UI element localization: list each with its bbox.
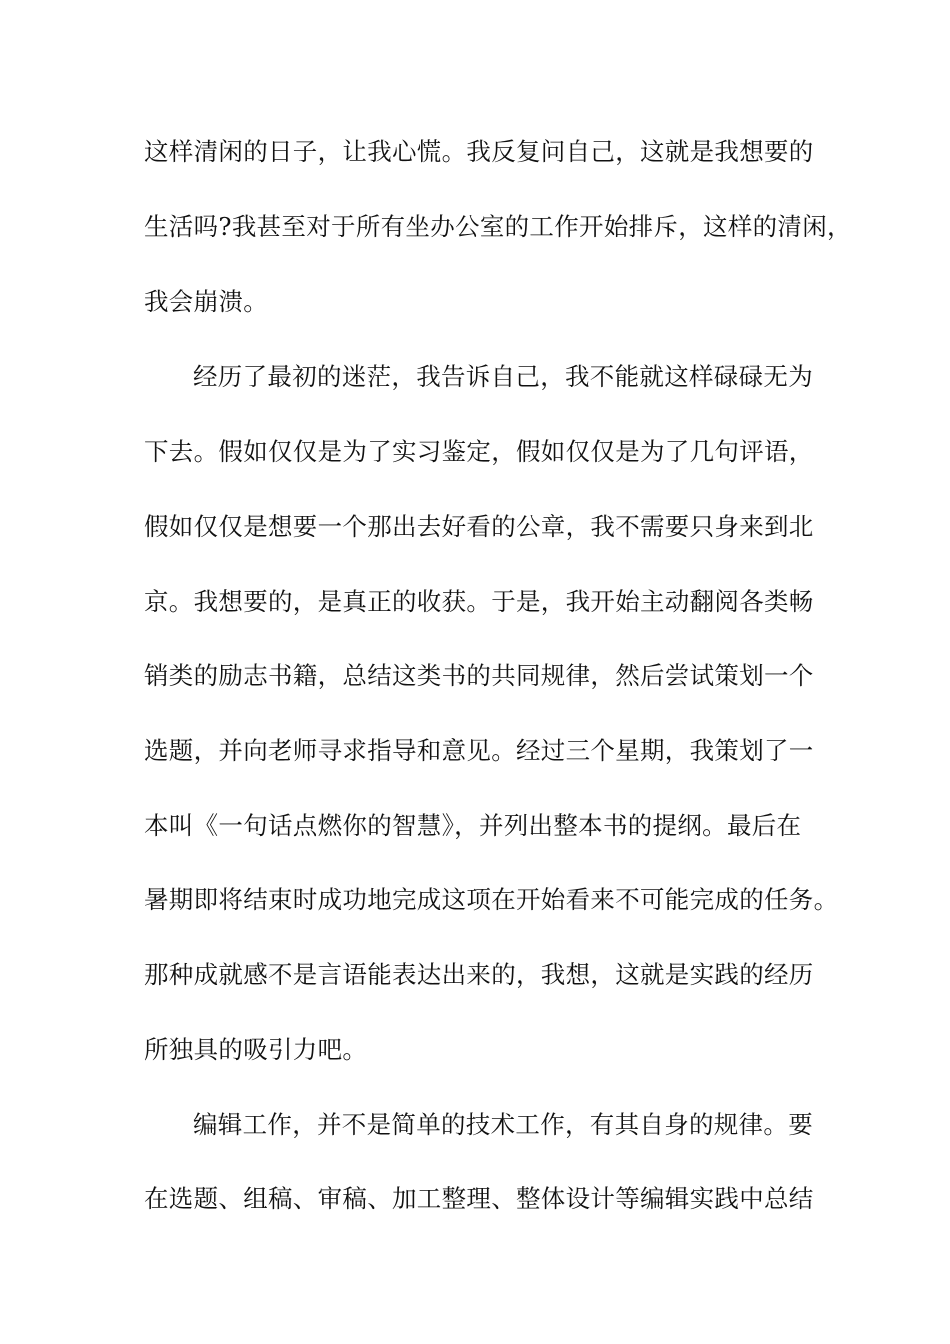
text-line: 销类的励志书籍，总结这类书的共同规律，然后尝试策划一个	[144, 661, 814, 690]
paragraph-first-line: 经历了最初的迷茫，我告诉自己，我不能就这样碌碌无为	[193, 362, 813, 391]
text-line: 选题，并向老师寻求指导和意见。经过三个星期，我策划了一	[144, 736, 814, 765]
text-line: 在选题、组稿、审稿、加工整理、整体设计等编辑实践中总结	[144, 1184, 814, 1213]
text-line: 我会崩溃。	[144, 287, 268, 316]
text-line: 下去。假如仅仅是为了实习鉴定，假如仅仅是为了几句评语，	[144, 437, 814, 466]
text-line: 所独具的吸引力吧。	[144, 1035, 368, 1064]
text-line: 那种成就感不是言语能表达出来的，我想，这就是实践的经历	[144, 960, 814, 989]
text-line: 假如仅仅是想要一个那出去好看的公章，我不需要只身来到北	[144, 512, 814, 541]
text-line: 本叫《一句话点燃你的智慧》，并列出整本书的提纲。最后在	[144, 811, 802, 840]
text-line: 生活吗?我甚至对于所有坐办公室的工作开始排斥，这样的清闲，	[144, 212, 852, 241]
text-line: 暑期即将结束时成功地完成这项在开始看来不可能完成的任务。	[144, 885, 839, 914]
text-line: 这样清闲的日子，让我心慌。我反复问自己，这就是我想要的	[144, 137, 814, 166]
paragraph-first-line: 编辑工作，并不是简单的技术工作，有其自身的规律。要	[193, 1110, 813, 1139]
text-line: 京。我想要的，是真正的收获。于是，我开始主动翻阅各类畅	[144, 587, 814, 616]
